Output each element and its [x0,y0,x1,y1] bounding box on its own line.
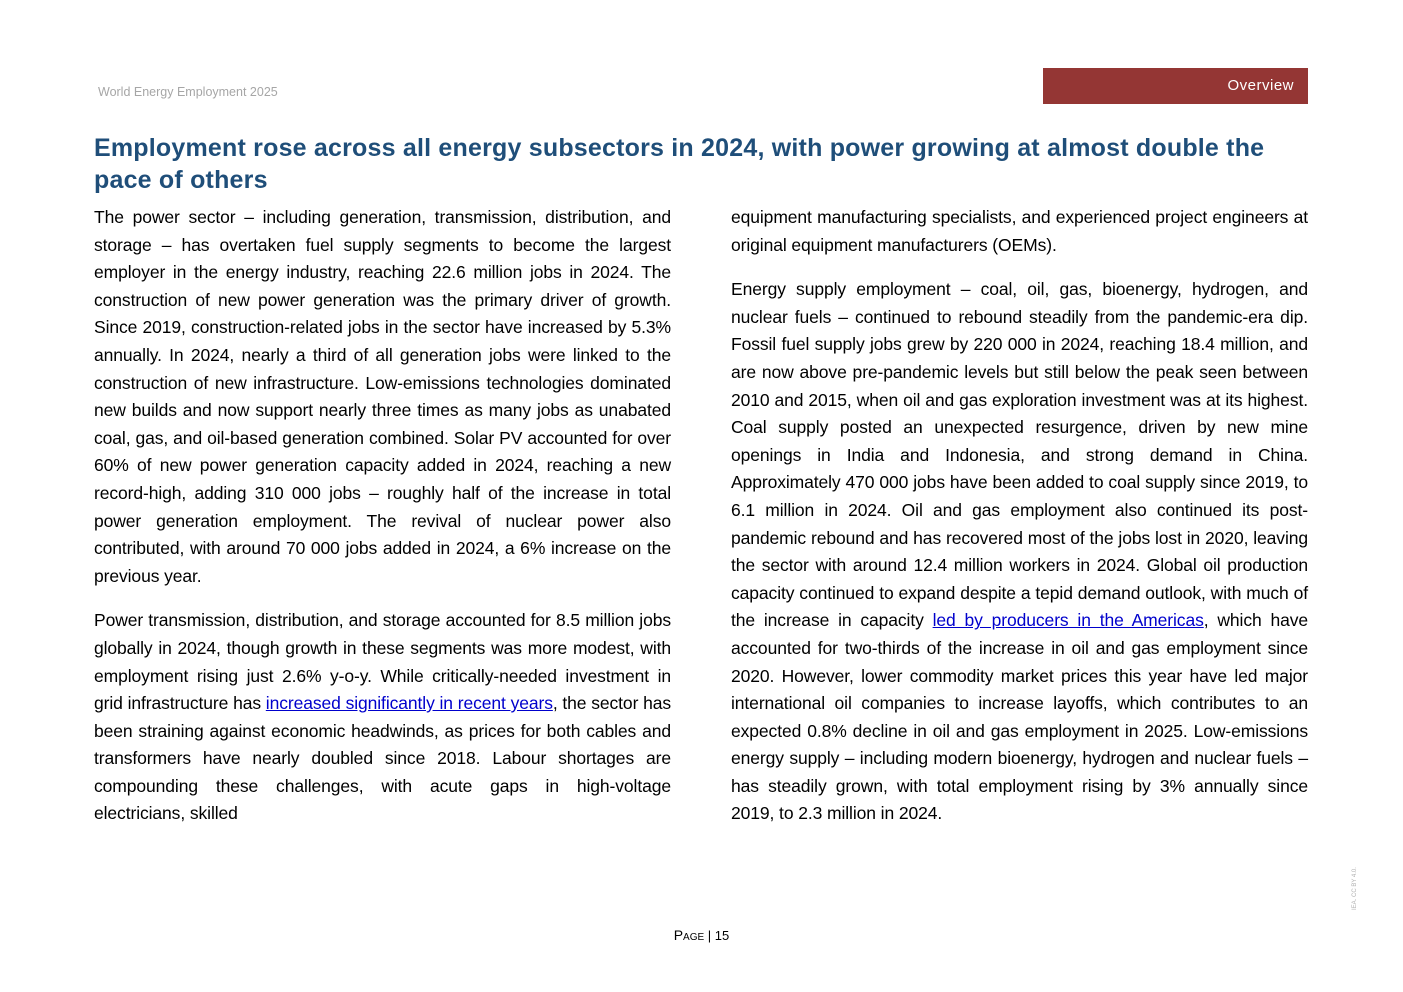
page-footer [0,927,1403,943]
paragraph-text: , the sector has been straining against economic headwinds, as prices for both cables and transformers have nearly doubled since 2018. Labour shortages are compounding these challenges, with acute gaps in high-voltage electricians, skilled [94,693,671,824]
page-number: 15 [714,928,730,943]
report-title: World Energy Employment 2025 [98,85,278,99]
paragraph-power-sector: The power sector – including generation, transmission, distribution, and storage – has overtaken fuel supply segments to become the largest employer in the energy industry, reaching 22.6 million jobs in 2024. The construction of new power generation was the primary driver of growth. Since 2019, construction-related jobs in the sector have increased by 5.3% annually. In 2024, nearly a third of all generation jobs were linked to the construction of new infrastructure. Low-emissions technologies dominated new builds and now support nearly three times as many jobs as unabated coal, gas, and oil-based generation combined. Solar PV accounted for over 60% of new power generation capacity added in 2024, reaching a new record-high, adding 310 000 jobs – roughly half of the increase in total power generation employment. The revival of nuclear power also contributed, with around 70 000 jobs added in 2024, a 6% increase on the previous year. [94,207,671,586]
paragraph-transmission [94,607,671,828]
page-headline: Employment rose across all energy subsectors in 2024, with power growing at almost double the pace of others [94,134,1265,194]
paragraph-text: Power transmission, distribution, and storage accounted for 8.5 million jobs globally in 2024, though growth in these segments was more modest, with employment rising just 2.6% y-o-y. While critically-needed investment in grid infrastructure has [94,610,671,714]
page-label: Page [673,927,705,943]
paragraph-continuation: equipment manufacturing specialists, and experienced project engineers at original equipment manufacturers (OEMs). [731,207,1308,255]
left-column [94,204,671,845]
paragraph-energy-supply [731,276,1308,828]
page-separator: | [704,928,715,943]
paragraph-text: , which have accounted for two-thirds of the increase in oil and gas employment since 2020. However, lower commodity market prices this year have led major international oil companies to increase layoffs, which contributes to an expected 0.8% decline in oil and gas employment in 2025. Low-emissions energy supply – including modern bioenergy, hydrogen and nuclear fuels – has steadily grown, with total employment rising by 3% annually since 2019, to 2.3 million in 2024. [731,610,1309,824]
paragraph-text: Energy supply employment – coal, oil, gas, bioenergy, hydrogen, and nuclear fuels – continued to rebound steadily from the pandemic-era dip. Fossil fuel supply jobs grew by 220 000 in 2024, reaching 18.4 million, and are now above pre-pandemic levels but still below the peak seen between 2010 and 2015, when oil and gas exploration investment was at its highest. Coal supply posted an unexpected resurgence, driven by new mine openings in India and Indonesia, and strong demand in China. Approximately 470 000 jobs have been added to coal supply since 2019, to 6.1 million in 2024. Oil and gas employment also continued its post-pandemic rebound and has recovered most of the jobs lost in 2020, leaving the sector with around 12.4 million workers in 2024. Global oil production capacity continued to expand despite a tepid demand outlook, with much of the increase in capacity [731,279,1308,631]
grid-investment-link[interactable]: increased significantly in recent years [265,693,553,714]
license-notice: IEA. CC BY 4.0. [1352,867,1358,910]
americas-producers-link[interactable]: led by producers in the Americas [932,610,1204,631]
section-tab: Overview [1043,68,1308,104]
right-column [731,204,1308,845]
